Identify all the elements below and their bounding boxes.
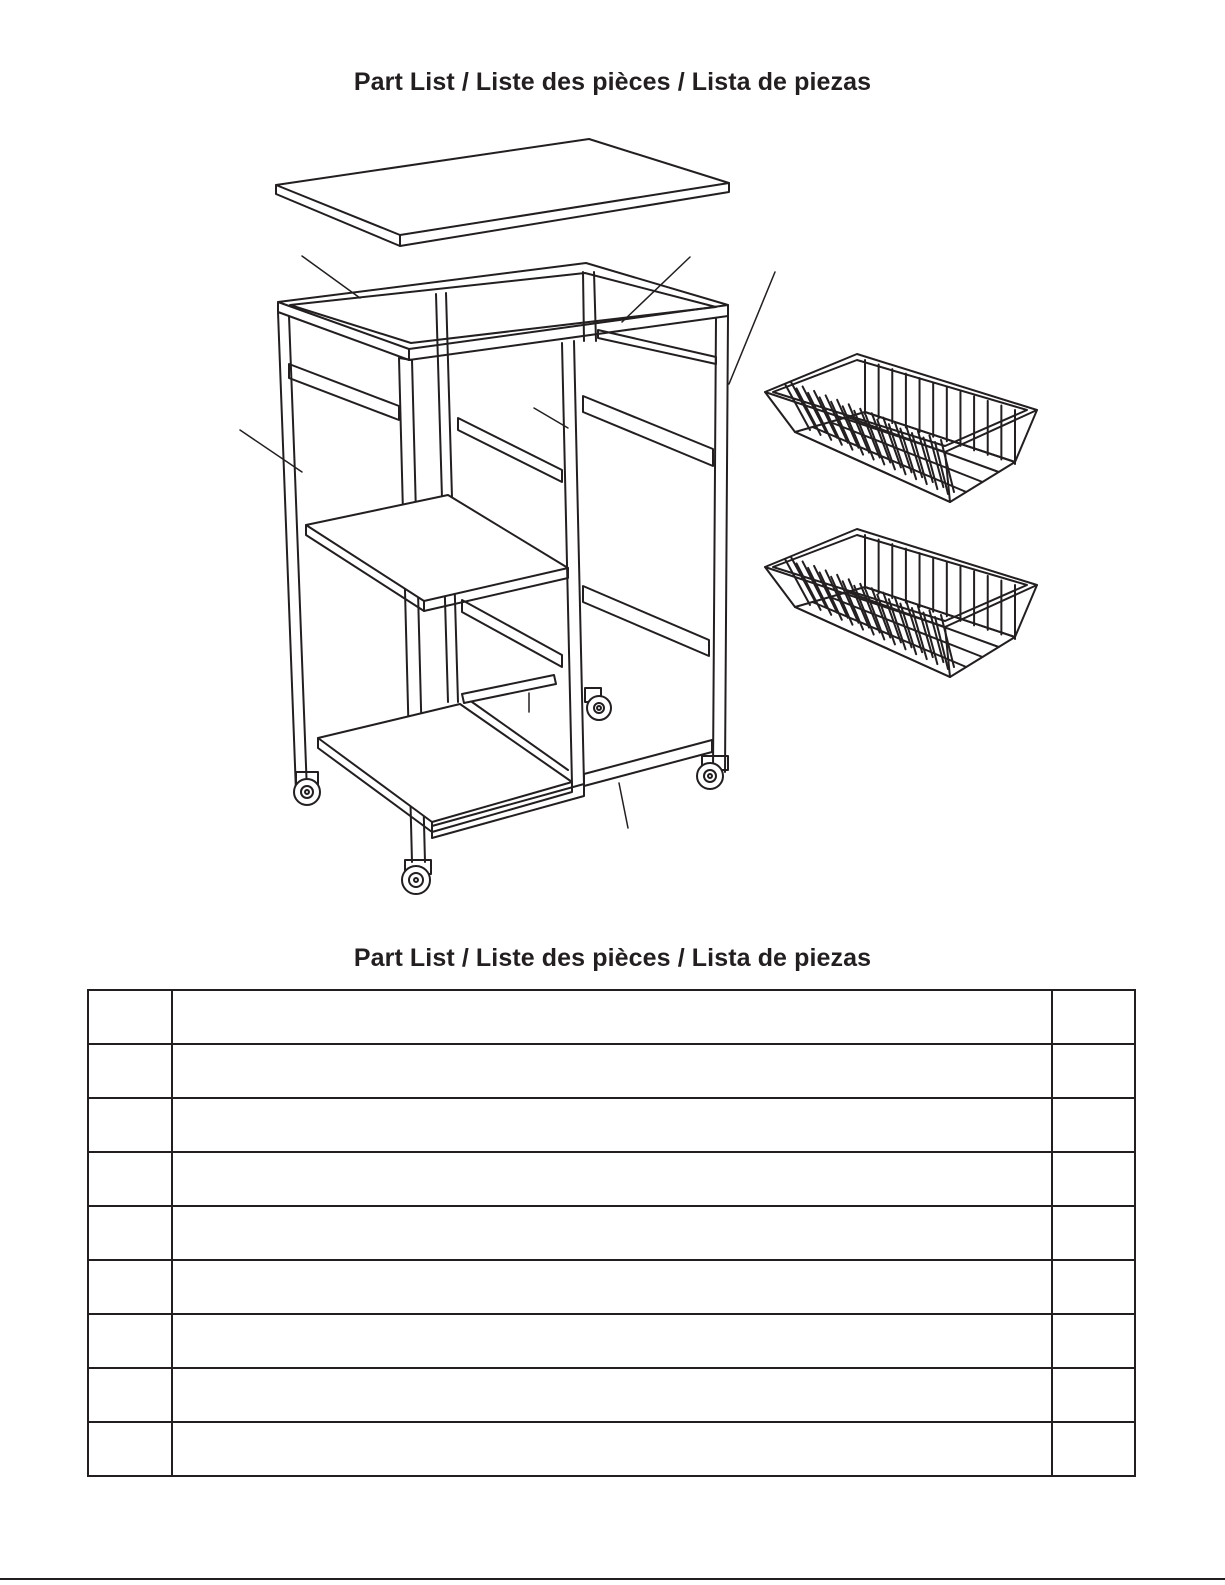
part-number-cell xyxy=(88,1044,172,1098)
table-row xyxy=(88,1098,1135,1152)
part-description-cell xyxy=(172,1098,1052,1152)
wire-basket xyxy=(765,529,1037,677)
part-number-cell xyxy=(88,1206,172,1260)
parts-table-title: Part List / Liste des pièces / Lista de piezas xyxy=(353,944,872,972)
part-number-cell xyxy=(88,1368,172,1422)
part-number-cell xyxy=(88,1260,172,1314)
part-quantity-cell xyxy=(1052,1260,1135,1314)
part-quantity-cell xyxy=(1052,1314,1135,1368)
table-row xyxy=(88,1044,1135,1098)
part-number-cell xyxy=(88,1152,172,1206)
table-row xyxy=(88,1152,1135,1206)
part-description-cell xyxy=(172,1206,1052,1260)
part-number-cell xyxy=(88,1098,172,1152)
part-description-cell xyxy=(172,1044,1052,1098)
part-quantity-cell xyxy=(1052,1152,1135,1206)
table-row xyxy=(88,1422,1135,1476)
part-number-cell xyxy=(88,1422,172,1476)
table-row xyxy=(88,1206,1135,1260)
part-quantity-cell xyxy=(1052,1368,1135,1422)
part-quantity-cell xyxy=(1052,990,1135,1044)
table-row xyxy=(88,1260,1135,1314)
part-quantity-cell xyxy=(1052,1098,1135,1152)
page-bottom-rule xyxy=(0,1578,1225,1580)
part-description-cell xyxy=(172,1260,1052,1314)
wire-basket xyxy=(765,354,1037,502)
top-panel xyxy=(276,139,729,246)
part-quantity-cell xyxy=(1052,1422,1135,1476)
part-description-cell xyxy=(172,1422,1052,1476)
part-quantity-cell xyxy=(1052,1044,1135,1098)
table-row xyxy=(88,990,1135,1044)
part-number-cell xyxy=(88,1314,172,1368)
part-description-cell xyxy=(172,990,1052,1044)
part-number-cell xyxy=(88,990,172,1044)
part-quantity-cell xyxy=(1052,1206,1135,1260)
page-title: Part List / Liste des pièces / Lista de piezas xyxy=(353,68,872,96)
part-description-cell xyxy=(172,1368,1052,1422)
parts-table xyxy=(87,989,1136,1477)
part-description-cell xyxy=(172,1314,1052,1368)
caster-back-left xyxy=(585,688,611,720)
part-description-cell xyxy=(172,1152,1052,1206)
table-row xyxy=(88,1368,1135,1422)
cart-frame xyxy=(278,263,728,862)
caster-front-right xyxy=(402,860,431,894)
table-row xyxy=(88,1314,1135,1368)
